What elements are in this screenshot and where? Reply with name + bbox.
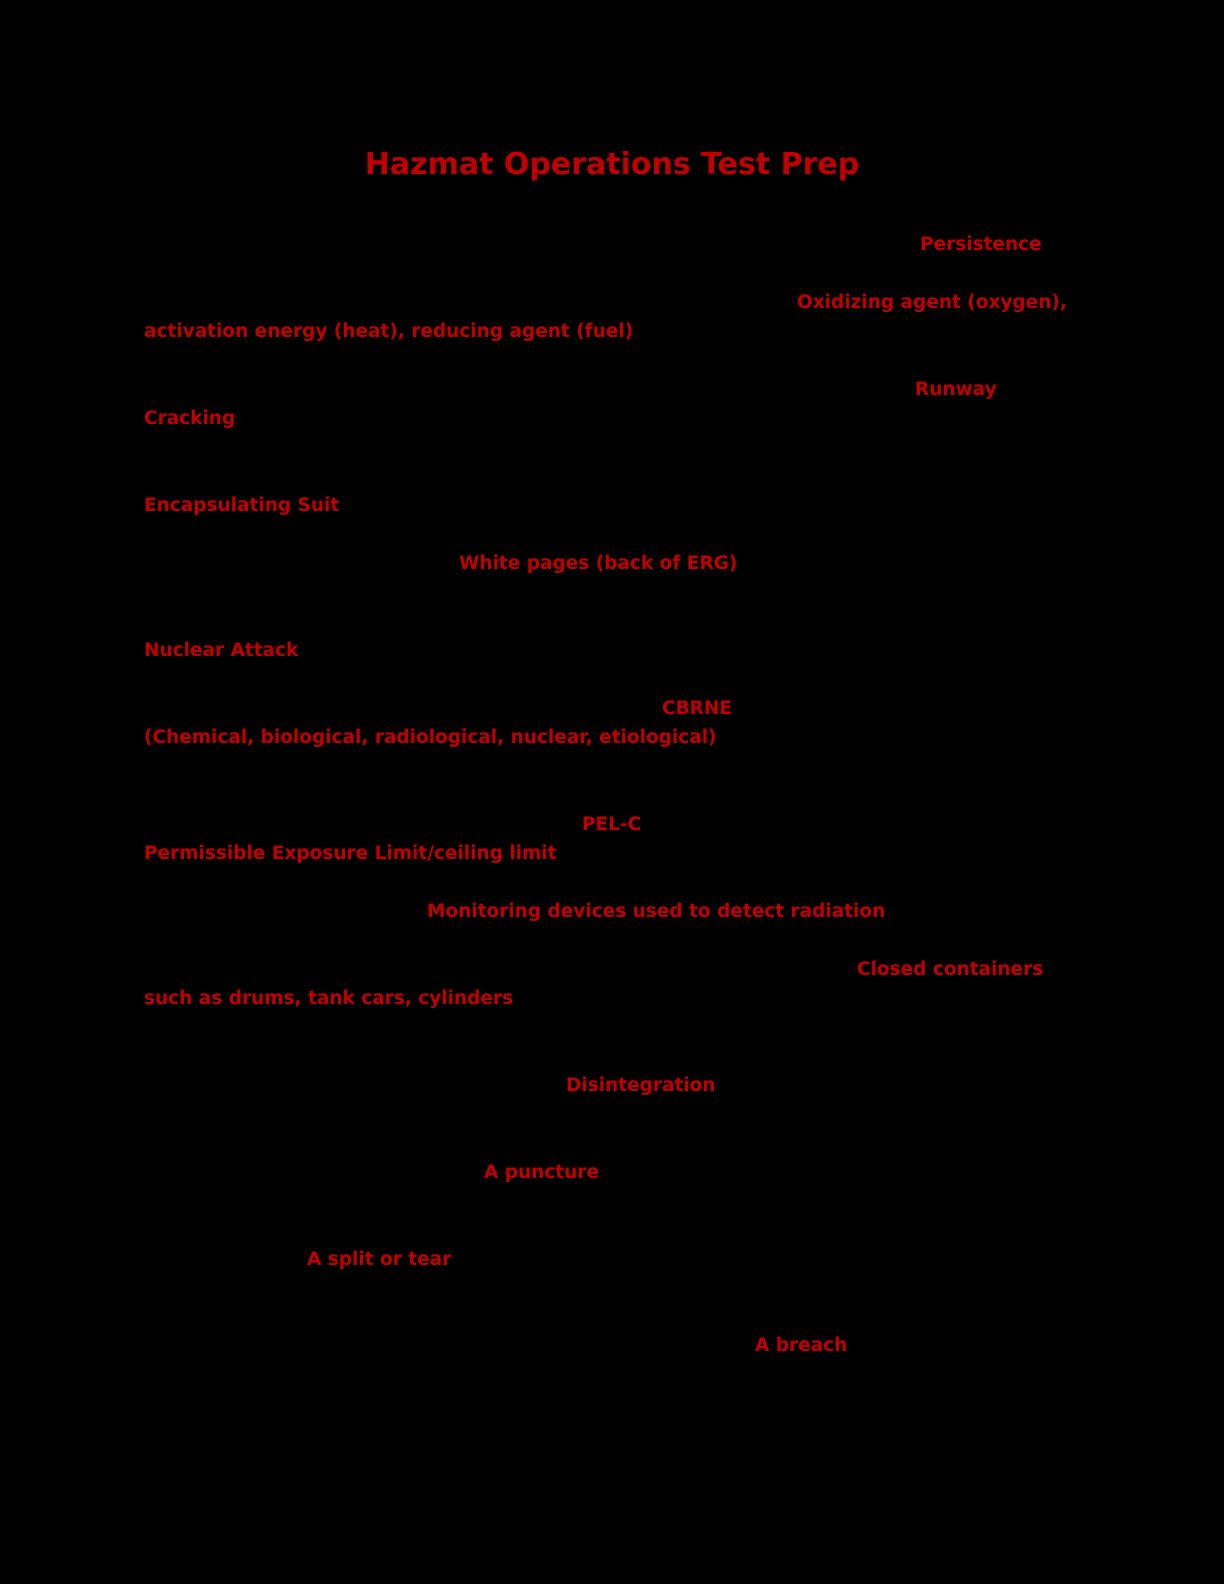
answer-disintegration: Disintegration [566, 1075, 716, 1096]
answer-fire-triangle-line-2: activation energy (heat), reducing agent (fuel) [144, 321, 634, 342]
answer-cbrne-expansion: (Chemical, biological, radiological, nuclear, etiological) [144, 727, 717, 748]
answer-pel-c: PEL-C [582, 814, 642, 835]
answer-white-pages: White pages (back of ERG) [459, 553, 738, 574]
answer-persistence: Persistence [920, 234, 1042, 255]
page-title: Hazmat Operations Test Prep [364, 147, 860, 182]
answer-encapsulating-suit: Encapsulating Suit [144, 495, 340, 516]
answer-closed-containers: Closed containers [857, 959, 1044, 980]
answer-monitoring-devices: Monitoring devices used to detect radiation [427, 901, 886, 922]
answer-runway: Runway [915, 379, 997, 400]
answer-pel-c-expansion: Permissible Exposure Limit/ceiling limit [144, 843, 557, 864]
answer-puncture: A puncture [484, 1162, 599, 1183]
answer-fire-triangle-line-1: Oxidizing agent (oxygen), [797, 292, 1067, 313]
answer-nuclear-attack: Nuclear Attack [144, 640, 299, 661]
answer-split-or-tear: A split or tear [307, 1249, 452, 1270]
answer-cbrne: CBRNE [662, 698, 733, 719]
answer-closed-containers-examples: such as drums, tank cars, cylinders [144, 988, 514, 1009]
answer-breach: A breach [755, 1335, 848, 1356]
answer-cracking: Cracking [144, 408, 236, 429]
